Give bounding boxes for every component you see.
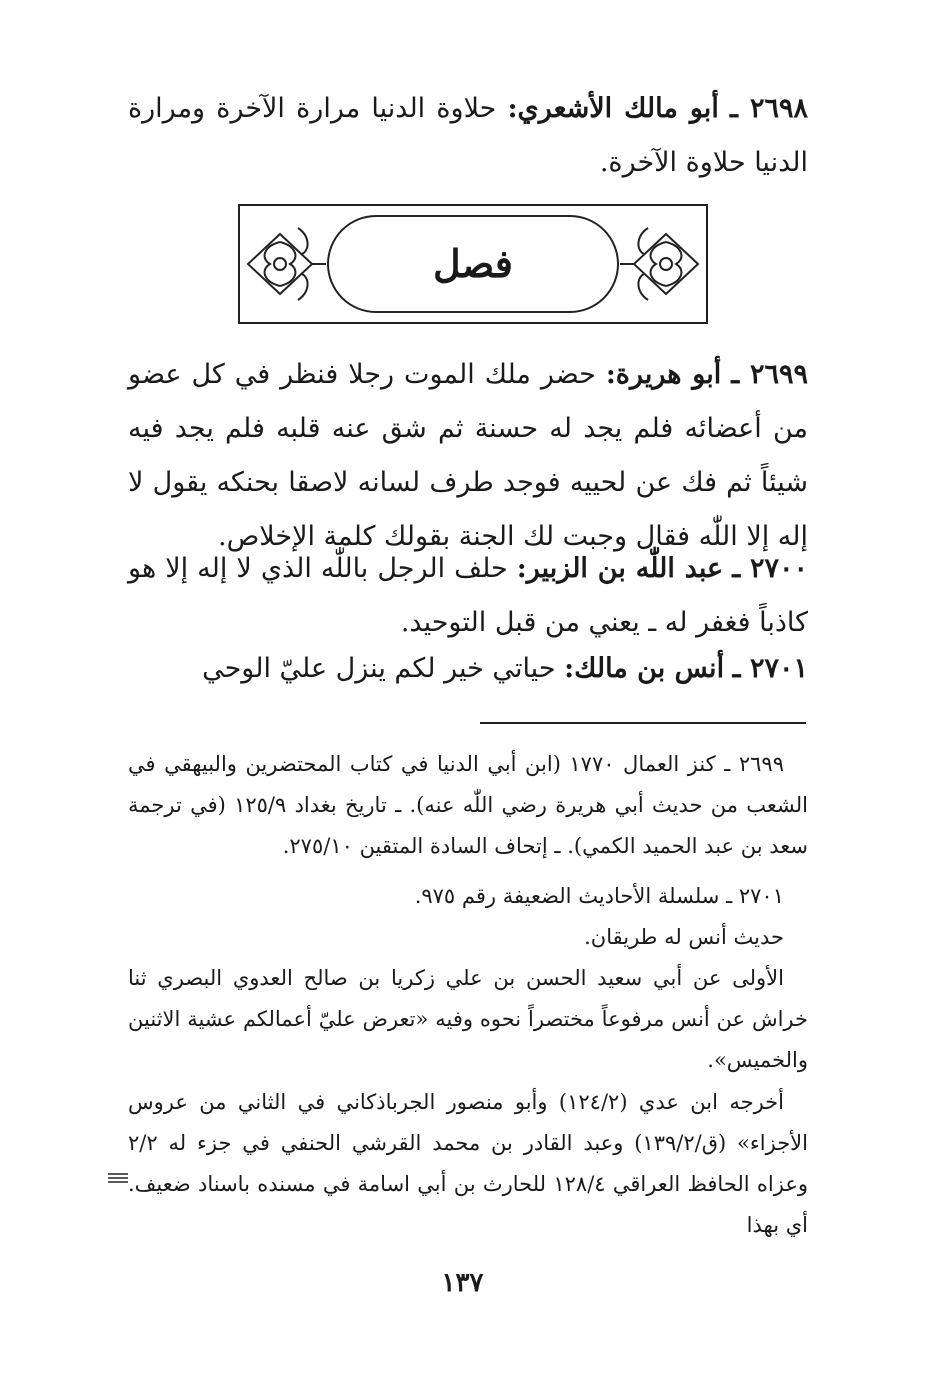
- entry-text: حلف الرجل باللّٰه الذي لا إله إلا هو كاذباً فغفر له ـ يعني من قبل التوحيد.: [128, 553, 808, 638]
- footnote-2699: ٢٦٩٩ ـ كنز العمال ١٧٧٠ (ابن أبي الدنيا في كتاب المحتضرين والبيهقي في الشعب من حديث أبي هريرة رضي اللّٰه عنه). ـ تاريخ بغداد ١٢٥/٩ (في ترجمة سعد بن عبد الحميد الكمي). ـ إتحاف السادة المتقين ٢٧٥/١٠.: [128, 752, 808, 858]
- footnote-separator: [480, 722, 806, 724]
- footnote-2701: ٢٧٠١ ـ سلسلة الأحاديث الضعيفة رقم ٩٧٥.: [414, 884, 784, 908]
- narrator-name: أنس بن مالك:: [564, 653, 725, 684]
- section-title: فصل: [433, 241, 513, 286]
- section-header-frame: [238, 204, 708, 324]
- entry-2698: [128, 82, 808, 190]
- entry-2699: [128, 348, 808, 564]
- entry-2700: [128, 542, 808, 650]
- page-number: ١٣٧: [441, 1268, 484, 1298]
- entry-text: حياتي خير لكم ينزل عليّ الوحي: [202, 653, 556, 684]
- narrator-name: عبد اللّٰه بن الزبير:: [516, 553, 724, 584]
- continuation-mark-icon: [106, 1168, 130, 1186]
- narrator-name: أبو هريرة:: [605, 359, 722, 390]
- footnote-paragraph: حديث أنس له طريقان.: [584, 925, 784, 949]
- entry-number: ٢٧٠١ ـ: [732, 653, 808, 684]
- entry-number: ٢٦٩٨ ـ: [730, 93, 808, 124]
- footnote-paragraph: الأولى عن أبي سعيد الحسن بن علي زكريا بن صالح العدوي البصري ثنا خراش عن أنس مرفوعاً مختصراً نحوه وفيه «تعرض عليّ أعمالكم عشية الاثنين والخميس».: [128, 966, 808, 1072]
- entry-text: حلاوة الدنيا مرارة الآخرة ومرارة الدنيا حلاوة الآخرة.: [128, 93, 808, 178]
- entry-number: ٢٦٩٩ ـ: [731, 359, 808, 390]
- entry-2701: [128, 642, 808, 696]
- narrator-name: أبو مالك الأشعري:: [507, 93, 719, 124]
- entry-text: حضر ملك الموت رجلا فنظر في كل عضو من أعضائه فلم يجد له حسنة ثم شق عنه قلبه فلم يجد فيه شيئاً ثم فك عن لحييه فوجد طرف لسانه لاصقا بحنكه يقول لا إله إلا اللّٰه فقال وجبت لك الجنة بقولك كلمة الإخلاص.: [128, 359, 808, 552]
- footnote-paragraph: أخرجه ابن عدي (١٢٤/٢) وأبو منصور الجرباذكاني في الثاني من عروس الأجزاء» (ق/١٣٩/٢) وعبد القادر بن محمد القرشي الحنفي في جزء له ٢/٢ وعزاه الحافظ العراقي ١٢٨/٤ للحارث بن أبي اسامة في مسنده باسناد ضعيف. أي بهذا: [128, 1090, 808, 1237]
- entry-number: ٢٧٠٠ ـ: [732, 553, 808, 584]
